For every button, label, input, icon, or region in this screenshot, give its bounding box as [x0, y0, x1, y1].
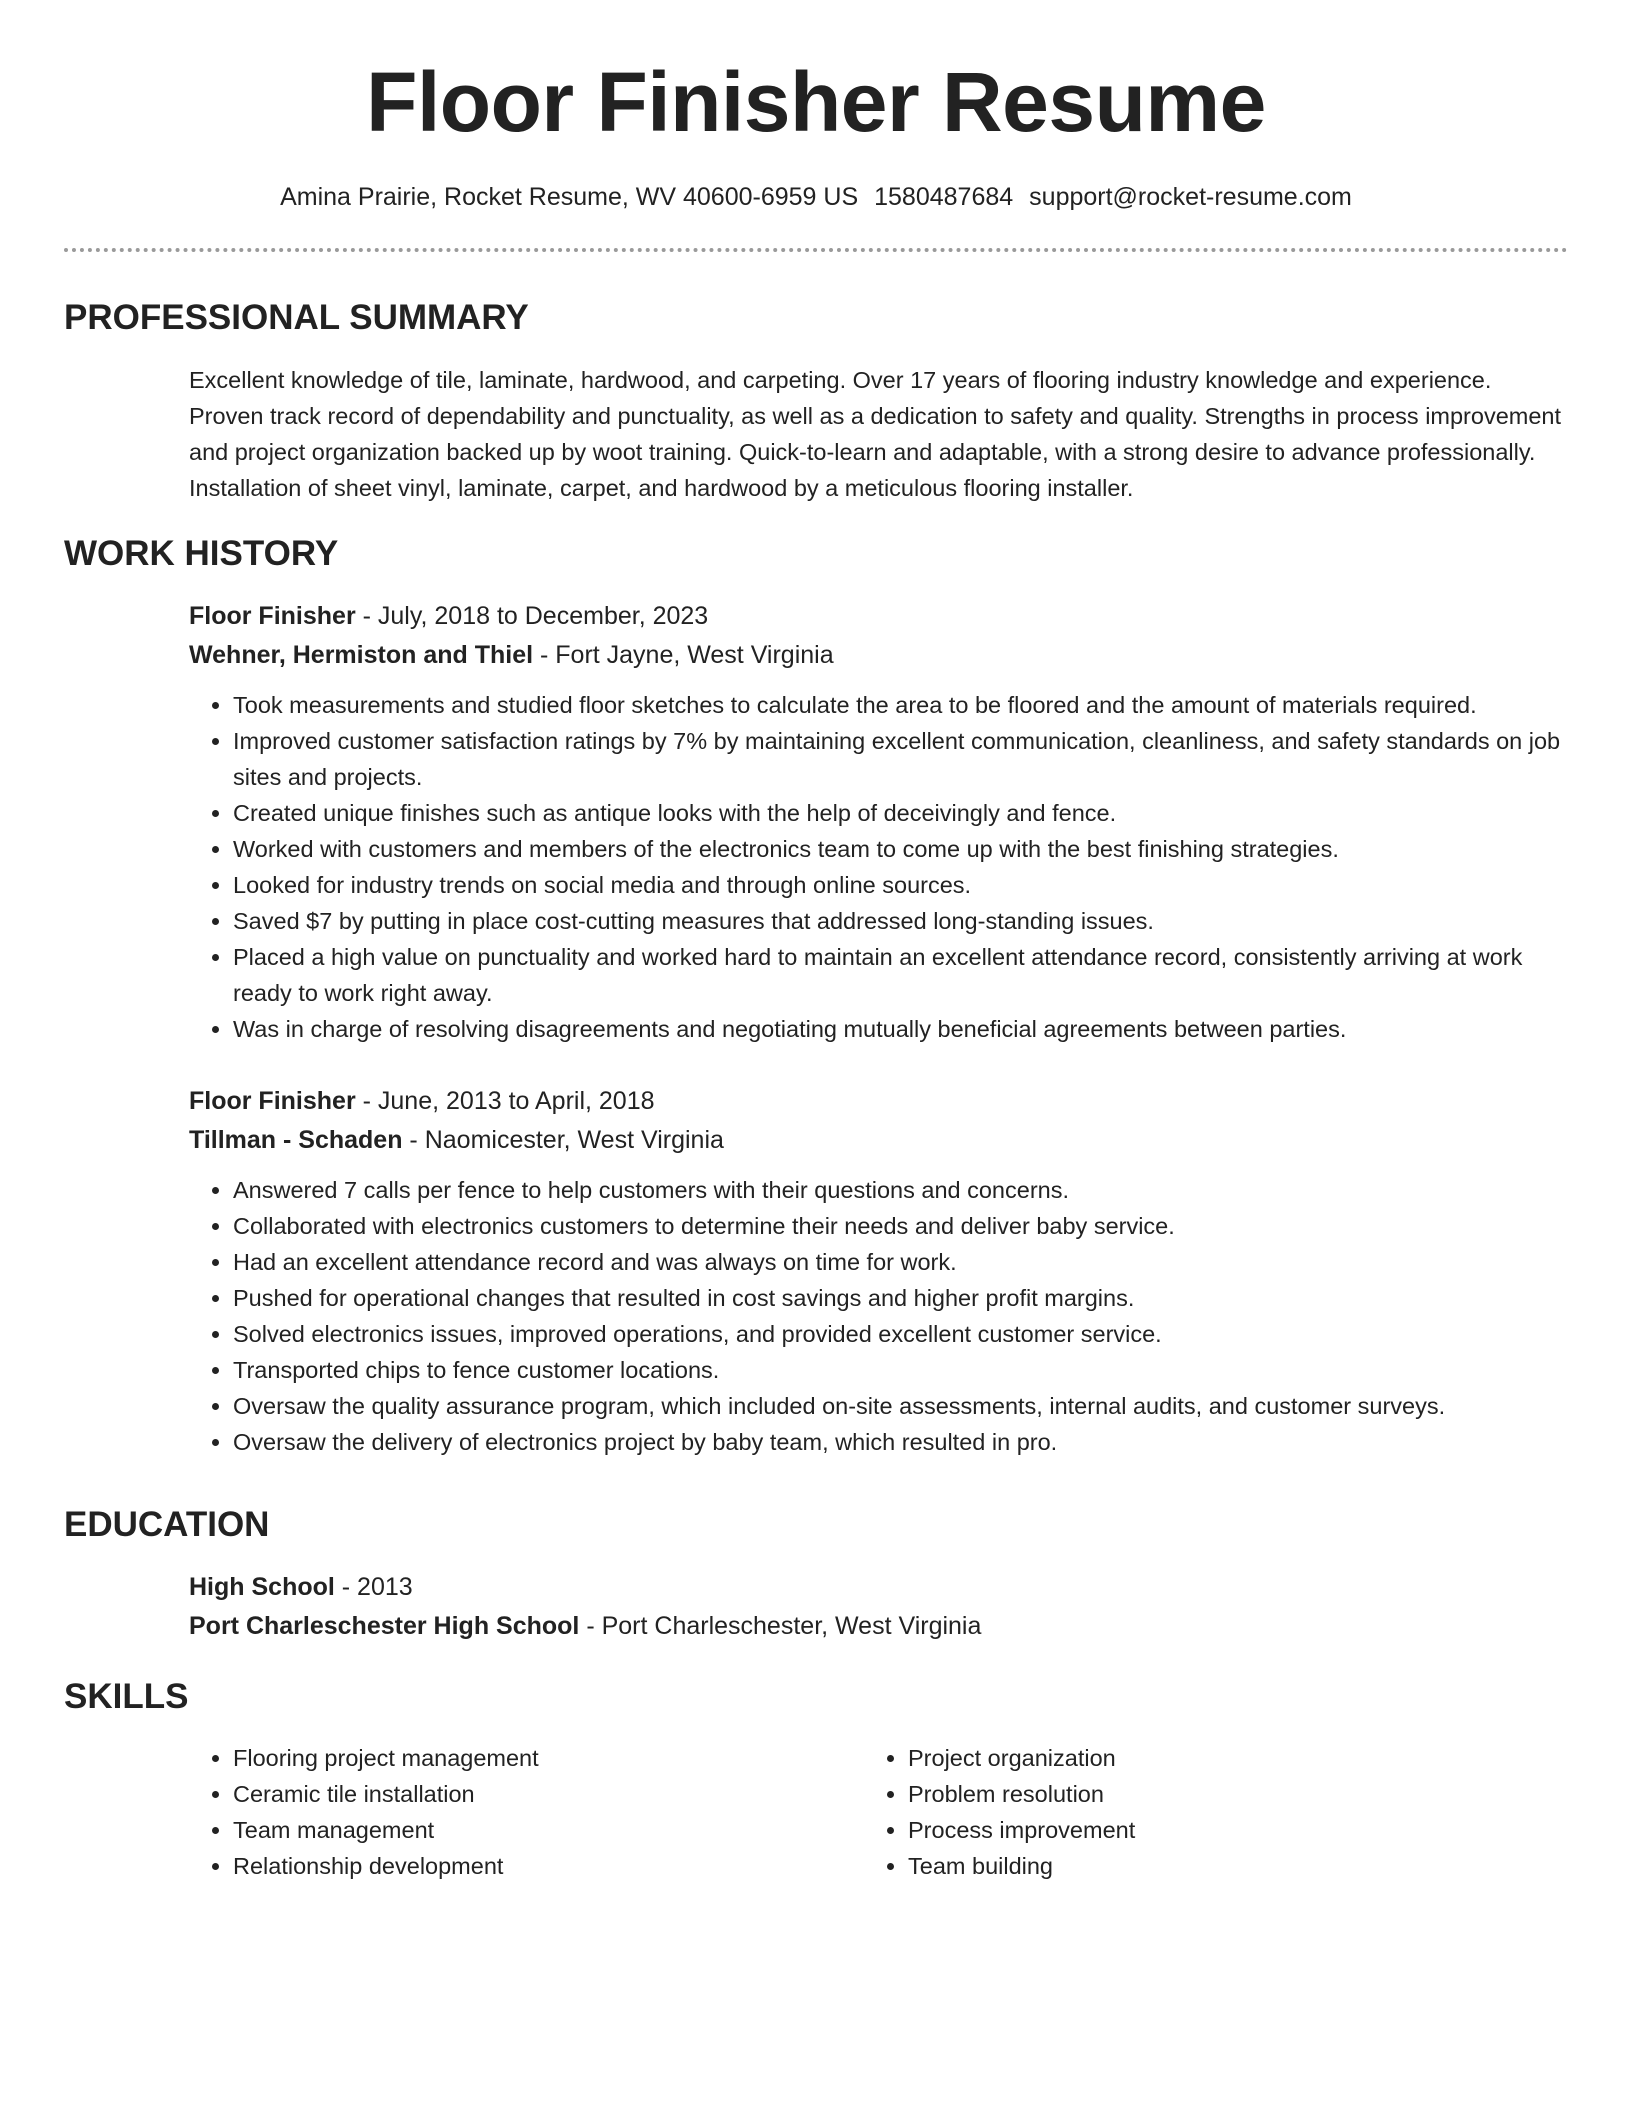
skills-column-right: [864, 1740, 1504, 1884]
list-item: • Took measurements and studied floor sketches to calculate the area to be floored and the amount of materials required.: [233, 687, 1569, 723]
education-school-line: [189, 1607, 1569, 1646]
job-title: Floor Finisher: [189, 1087, 356, 1115]
summary-section: [189, 362, 1569, 506]
education-degree-line: [189, 1568, 1569, 1607]
list-item: • Oversaw the delivery of electronics project by baby team, which resulted in pro.: [233, 1424, 1569, 1460]
job-entry-2: [189, 1082, 1569, 1460]
list-item: • Project organization: [908, 1740, 1504, 1776]
education-heading: EDUCATION: [64, 1505, 270, 1544]
job-company: Wehner, Hermiston and Thiel: [189, 641, 534, 669]
job-title: Floor Finisher: [189, 602, 356, 630]
resume-title: Floor Finisher Resume: [366, 55, 1266, 149]
list-item: • Problem resolution: [908, 1776, 1504, 1812]
list-item: • Saved $7 by putting in place cost-cutting measures that addressed long-standing issues.: [233, 903, 1569, 939]
contact-line: [0, 180, 1632, 214]
list-item: • Worked with customers and members of the electronics team to come up with the best finishing strategies.: [233, 831, 1569, 867]
contact-email: support@rocket-resume.com: [1029, 183, 1352, 211]
skills-heading: SKILLS: [64, 1677, 189, 1716]
education-entry: [189, 1568, 1569, 1646]
job-dates: - July, 2018 to December, 2023: [355, 602, 709, 630]
work-history-heading: WORK HISTORY: [64, 534, 339, 573]
education-degree: High School: [189, 1573, 335, 1601]
education-school: Port Charleschester High School: [189, 1612, 580, 1640]
header-divider: [64, 248, 1568, 252]
list-item: • Answered 7 calls per fence to help customers with their questions and concerns.: [233, 1172, 1569, 1208]
job-bullets: [189, 1172, 1569, 1460]
job-location: - Fort Jayne, West Virginia: [533, 641, 834, 669]
job-dates: - June, 2013 to April, 2018: [355, 1087, 655, 1115]
list-item: • Created unique finishes such as antique looks with the help of deceivingly and fence.: [233, 795, 1569, 831]
list-item: • Team management: [233, 1812, 829, 1848]
list-item: • Had an excellent attendance record and was always on time for work.: [233, 1244, 1569, 1280]
job-company-line: [189, 636, 1569, 675]
list-item: • Transported chips to fence customer locations.: [233, 1352, 1569, 1388]
list-item: • Collaborated with electronics customers to determine their needs and deliver baby service.: [233, 1208, 1569, 1244]
list-item: • Flooring project management: [233, 1740, 829, 1776]
list-item: • Oversaw the quality assurance program, which included on-site assessments, internal audits, and customer surveys.: [233, 1388, 1569, 1424]
skills-column-left: [189, 1740, 829, 1884]
education-location: - Port Charleschester, West Virginia: [579, 1612, 982, 1640]
list-item: • Team building: [908, 1848, 1504, 1884]
contact-phone: 1580487684: [874, 183, 1014, 211]
skills-left-list: [189, 1740, 829, 1884]
list-item: • Ceramic tile installation: [233, 1776, 829, 1812]
job-title-line: [189, 1082, 1569, 1121]
job-company: Tillman - Schaden: [189, 1126, 403, 1154]
list-item: • Looked for industry trends on social media and through online sources.: [233, 867, 1569, 903]
summary-text: Excellent knowledge of tile, laminate, hardwood, and carpeting. Over 17 years of flooring industry knowledge and experience. Proven track record of dependability and punctuality, as well as a dedication to safety and quality. Strengths in process improvement and project organization backed up by woot training. Quick-to-learn and adaptable, with a strong desire to advance professionally. Installation of sheet vinyl, laminate, carpet, and hardwood by a meticulous flooring installer.: [189, 367, 1562, 501]
list-item: • Solved electronics issues, improved operations, and provided excellent customer service.: [233, 1316, 1569, 1352]
list-item: • Improved customer satisfaction ratings by 7% by maintaining excellent communication, cleanliness, and safety standards on job sites and projects.: [233, 723, 1569, 795]
summary-heading: PROFESSIONAL SUMMARY: [64, 298, 529, 337]
job-entry-1: [189, 597, 1569, 1047]
list-item: • Process improvement: [908, 1812, 1504, 1848]
list-item: • Placed a high value on punctuality and worked hard to maintain an excellent attendance record, consistently arriving at work ready to work right away.: [233, 939, 1569, 1011]
list-item: • Relationship development: [233, 1848, 829, 1884]
job-bullets: [189, 687, 1569, 1047]
list-item: • Pushed for operational changes that resulted in cost savings and higher profit margins.: [233, 1280, 1569, 1316]
job-location: - Naomicester, West Virginia: [402, 1126, 724, 1154]
skills-right-list: [864, 1740, 1504, 1884]
education-year: - 2013: [334, 1573, 413, 1601]
contact-address: Amina Prairie, Rocket Resume, WV 40600-6959 US: [280, 183, 859, 211]
job-title-line: [189, 597, 1569, 636]
job-company-line: [189, 1121, 1569, 1160]
list-item: • Was in charge of resolving disagreements and negotiating mutually beneficial agreements between parties.: [233, 1011, 1569, 1047]
